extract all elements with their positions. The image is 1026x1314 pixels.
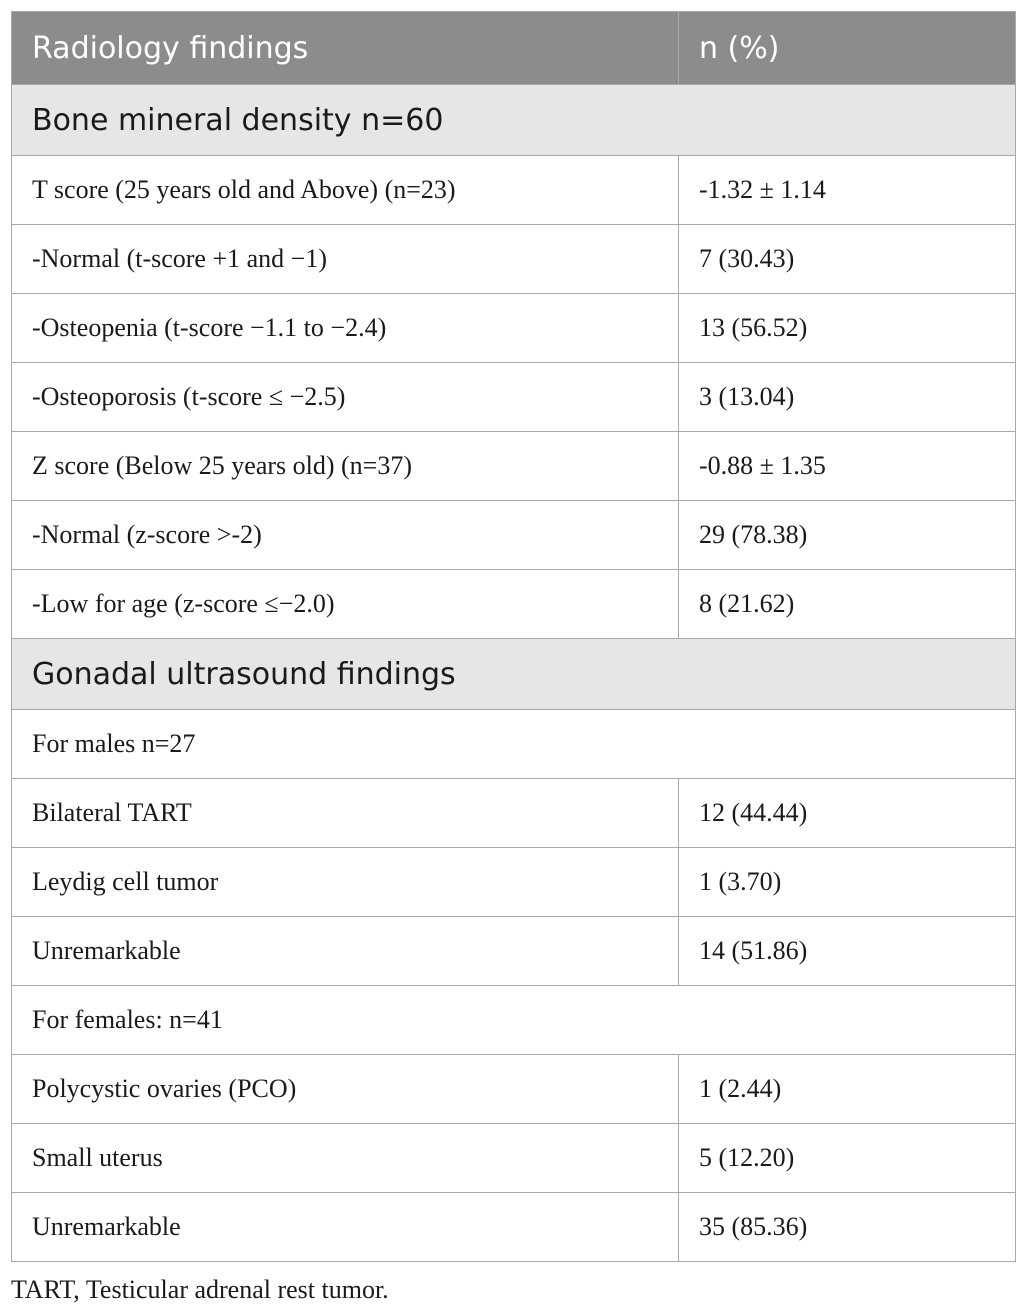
table-row [12, 156, 1016, 225]
row-value: 3 (13.04) [679, 363, 1016, 432]
table-footnote: TART, Testicular adrenal rest tumor. [11, 1275, 389, 1304]
row-value: 35 (85.36) [679, 1193, 1016, 1262]
subsection-title-females: For females: n=41 [12, 986, 1016, 1055]
table-row [12, 570, 1016, 639]
row-label: -Normal (z-score >-2) [12, 501, 679, 570]
row-label: Unremarkable [12, 1193, 679, 1262]
subsection-title-males: For males n=27 [12, 710, 1016, 779]
table-row [12, 917, 1016, 986]
row-label: -Osteoporosis (t-score ≤ −2.5) [12, 363, 679, 432]
table-row [12, 432, 1016, 501]
row-label: Polycystic ovaries (PCO) [12, 1055, 679, 1124]
table-row [12, 779, 1016, 848]
row-value: 13 (56.52) [679, 294, 1016, 363]
row-value: 1 (3.70) [679, 848, 1016, 917]
row-value: -1.32 ± 1.14 [679, 156, 1016, 225]
table-row [12, 363, 1016, 432]
row-label: Z score (Below 25 years old) (n=37) [12, 432, 679, 501]
row-label: -Low for age (z-score ≤−2.0) [12, 570, 679, 639]
table-header-row [12, 12, 1016, 85]
table-row [12, 1055, 1016, 1124]
section-title-row [12, 639, 1016, 710]
row-value: 12 (44.44) [679, 779, 1016, 848]
section-title-bone-density: Bone mineral density n=60 [12, 85, 1016, 156]
table-row [12, 1124, 1016, 1193]
row-label: Bilateral TART [12, 779, 679, 848]
row-label: -Osteopenia (t-score −1.1 to −2.4) [12, 294, 679, 363]
row-label: Small uterus [12, 1124, 679, 1193]
row-label: Leydig cell tumor [12, 848, 679, 917]
row-value: -0.88 ± 1.35 [679, 432, 1016, 501]
subsection-title-row [12, 986, 1016, 1055]
row-value: 8 (21.62) [679, 570, 1016, 639]
table-row [12, 501, 1016, 570]
radiology-findings-table [11, 11, 1016, 1262]
table-row [12, 294, 1016, 363]
row-value: 7 (30.43) [679, 225, 1016, 294]
row-value: 1 (2.44) [679, 1055, 1016, 1124]
section-title-gonadal-ultrasound: Gonadal ultrasound findings [12, 639, 1016, 710]
table-row [12, 848, 1016, 917]
row-value: 14 (51.86) [679, 917, 1016, 986]
header-label: Radiology findings [12, 12, 679, 85]
row-label: Unremarkable [12, 917, 679, 986]
row-value: 29 (78.38) [679, 501, 1016, 570]
row-value: 5 (12.20) [679, 1124, 1016, 1193]
section-title-row [12, 85, 1016, 156]
table-row [12, 225, 1016, 294]
table-row [12, 1193, 1016, 1262]
header-value: n (%) [679, 12, 1016, 85]
row-label: -Normal (t-score +1 and −1) [12, 225, 679, 294]
subsection-title-row [12, 710, 1016, 779]
row-label: T score (25 years old and Above) (n=23) [12, 156, 679, 225]
